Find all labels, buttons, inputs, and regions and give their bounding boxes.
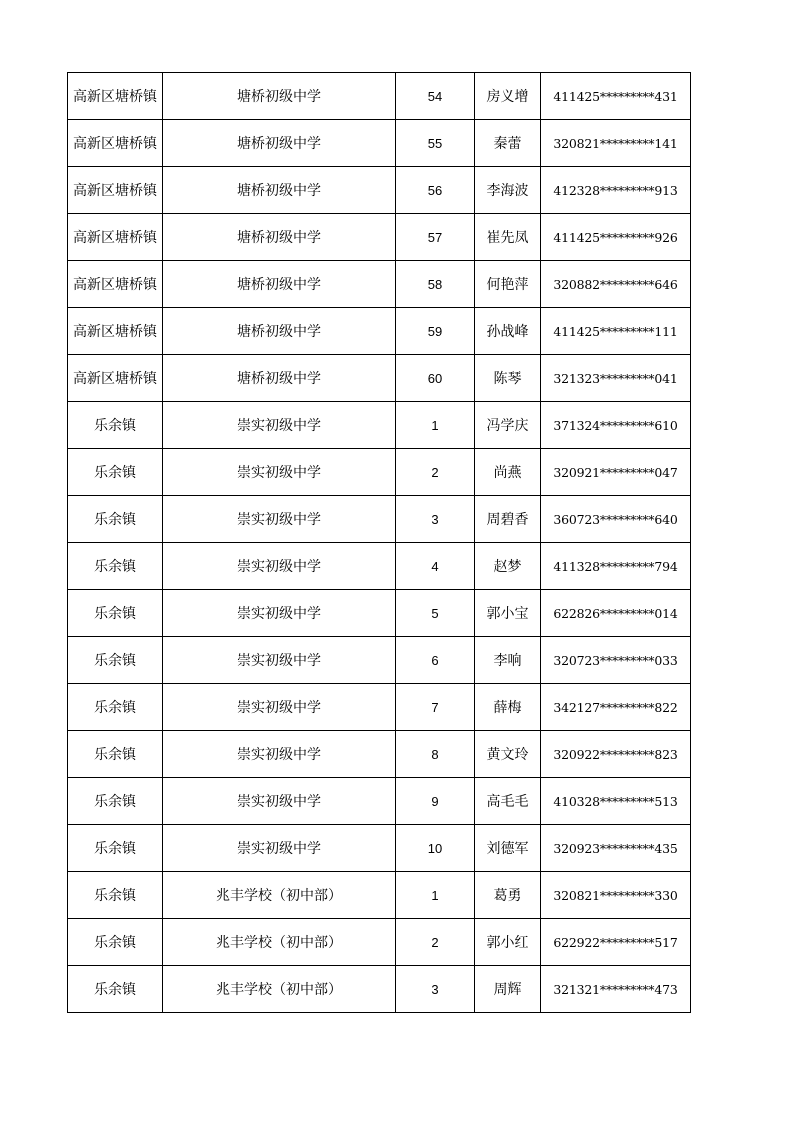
seq-cell: 9 <box>396 778 475 825</box>
id-cell: 342127*********822 <box>541 684 691 731</box>
id-cell: 320723*********033 <box>541 637 691 684</box>
school-cell: 塘桥初级中学 <box>163 214 396 261</box>
table-row <box>68 966 691 1013</box>
name-cell: 秦蕾 <box>475 120 541 167</box>
name-cell: 郭小红 <box>475 919 541 966</box>
id-cell: 622826*********014 <box>541 590 691 637</box>
table-row <box>68 308 691 355</box>
id-cell: 360723*********640 <box>541 496 691 543</box>
school-cell: 崇实初级中学 <box>163 684 396 731</box>
town-cell: 高新区塘桥镇 <box>68 308 163 355</box>
name-cell: 赵梦 <box>475 543 541 590</box>
seq-cell: 3 <box>396 966 475 1013</box>
town-cell: 乐余镇 <box>68 637 163 684</box>
table-row <box>68 449 691 496</box>
seq-cell: 1 <box>396 872 475 919</box>
town-cell: 乐余镇 <box>68 684 163 731</box>
school-cell: 塘桥初级中学 <box>163 261 396 308</box>
id-cell: 320821*********330 <box>541 872 691 919</box>
name-cell: 何艳萍 <box>475 261 541 308</box>
school-cell: 崇实初级中学 <box>163 543 396 590</box>
table-row <box>68 872 691 919</box>
table-row <box>68 120 691 167</box>
town-cell: 乐余镇 <box>68 825 163 872</box>
town-cell: 乐余镇 <box>68 778 163 825</box>
roster-table <box>67 72 691 1013</box>
table-row <box>68 590 691 637</box>
town-cell: 乐余镇 <box>68 919 163 966</box>
school-cell: 崇实初级中学 <box>163 825 396 872</box>
id-cell: 411425*********111 <box>541 308 691 355</box>
name-cell: 房义增 <box>475 73 541 120</box>
name-cell: 周辉 <box>475 966 541 1013</box>
school-cell: 塘桥初级中学 <box>163 355 396 402</box>
town-cell: 乐余镇 <box>68 590 163 637</box>
town-cell: 高新区塘桥镇 <box>68 167 163 214</box>
seq-cell: 57 <box>396 214 475 261</box>
seq-cell: 2 <box>396 919 475 966</box>
id-cell: 321321*********473 <box>541 966 691 1013</box>
seq-cell: 3 <box>396 496 475 543</box>
name-cell: 薛梅 <box>475 684 541 731</box>
table-row <box>68 731 691 778</box>
seq-cell: 10 <box>396 825 475 872</box>
school-cell: 塘桥初级中学 <box>163 120 396 167</box>
town-cell: 乐余镇 <box>68 449 163 496</box>
town-cell: 乐余镇 <box>68 402 163 449</box>
town-cell: 高新区塘桥镇 <box>68 355 163 402</box>
school-cell: 崇实初级中学 <box>163 496 396 543</box>
seq-cell: 59 <box>396 308 475 355</box>
id-cell: 320922*********823 <box>541 731 691 778</box>
id-cell: 411425*********431 <box>541 73 691 120</box>
table-row <box>68 402 691 449</box>
school-cell: 崇实初级中学 <box>163 637 396 684</box>
school-cell: 兆丰学校（初中部） <box>163 872 396 919</box>
id-cell: 410328*********513 <box>541 778 691 825</box>
name-cell: 葛勇 <box>475 872 541 919</box>
town-cell: 高新区塘桥镇 <box>68 120 163 167</box>
town-cell: 高新区塘桥镇 <box>68 73 163 120</box>
table-row <box>68 684 691 731</box>
seq-cell: 5 <box>396 590 475 637</box>
table-row <box>68 778 691 825</box>
id-cell: 321323*********041 <box>541 355 691 402</box>
id-cell: 411328*********794 <box>541 543 691 590</box>
school-cell: 塘桥初级中学 <box>163 73 396 120</box>
table-row <box>68 543 691 590</box>
name-cell: 冯学庆 <box>475 402 541 449</box>
town-cell: 乐余镇 <box>68 872 163 919</box>
seq-cell: 6 <box>396 637 475 684</box>
school-cell: 崇实初级中学 <box>163 731 396 778</box>
seq-cell: 54 <box>396 73 475 120</box>
seq-cell: 4 <box>396 543 475 590</box>
table-row <box>68 919 691 966</box>
id-cell: 412328*********913 <box>541 167 691 214</box>
name-cell: 孙战峰 <box>475 308 541 355</box>
table-row <box>68 73 691 120</box>
table-row <box>68 214 691 261</box>
name-cell: 黄文玲 <box>475 731 541 778</box>
town-cell: 高新区塘桥镇 <box>68 261 163 308</box>
town-cell: 乐余镇 <box>68 496 163 543</box>
school-cell: 兆丰学校（初中部） <box>163 966 396 1013</box>
name-cell: 李响 <box>475 637 541 684</box>
school-cell: 崇实初级中学 <box>163 402 396 449</box>
town-cell: 乐余镇 <box>68 543 163 590</box>
name-cell: 高毛毛 <box>475 778 541 825</box>
id-cell: 411425*********926 <box>541 214 691 261</box>
id-cell: 320882*********646 <box>541 261 691 308</box>
seq-cell: 60 <box>396 355 475 402</box>
id-cell: 320821*********141 <box>541 120 691 167</box>
school-cell: 崇实初级中学 <box>163 778 396 825</box>
town-cell: 乐余镇 <box>68 731 163 778</box>
name-cell: 郭小宝 <box>475 590 541 637</box>
name-cell: 陈琴 <box>475 355 541 402</box>
seq-cell: 55 <box>396 120 475 167</box>
seq-cell: 1 <box>396 402 475 449</box>
name-cell: 尚燕 <box>475 449 541 496</box>
seq-cell: 58 <box>396 261 475 308</box>
table-row <box>68 825 691 872</box>
roster-body <box>68 73 691 1013</box>
school-cell: 塘桥初级中学 <box>163 308 396 355</box>
name-cell: 刘德军 <box>475 825 541 872</box>
seq-cell: 2 <box>396 449 475 496</box>
seq-cell: 56 <box>396 167 475 214</box>
school-cell: 崇实初级中学 <box>163 449 396 496</box>
table-row <box>68 355 691 402</box>
name-cell: 周碧香 <box>475 496 541 543</box>
id-cell: 622922*********517 <box>541 919 691 966</box>
id-cell: 371324*********610 <box>541 402 691 449</box>
id-cell: 320921*********047 <box>541 449 691 496</box>
table-row <box>68 637 691 684</box>
seq-cell: 7 <box>396 684 475 731</box>
table-row <box>68 167 691 214</box>
school-cell: 兆丰学校（初中部） <box>163 919 396 966</box>
name-cell: 崔先凤 <box>475 214 541 261</box>
town-cell: 高新区塘桥镇 <box>68 214 163 261</box>
town-cell: 乐余镇 <box>68 966 163 1013</box>
school-cell: 崇实初级中学 <box>163 590 396 637</box>
table-row <box>68 261 691 308</box>
name-cell: 李海波 <box>475 167 541 214</box>
table-row <box>68 496 691 543</box>
id-cell: 320923*********435 <box>541 825 691 872</box>
school-cell: 塘桥初级中学 <box>163 167 396 214</box>
seq-cell: 8 <box>396 731 475 778</box>
